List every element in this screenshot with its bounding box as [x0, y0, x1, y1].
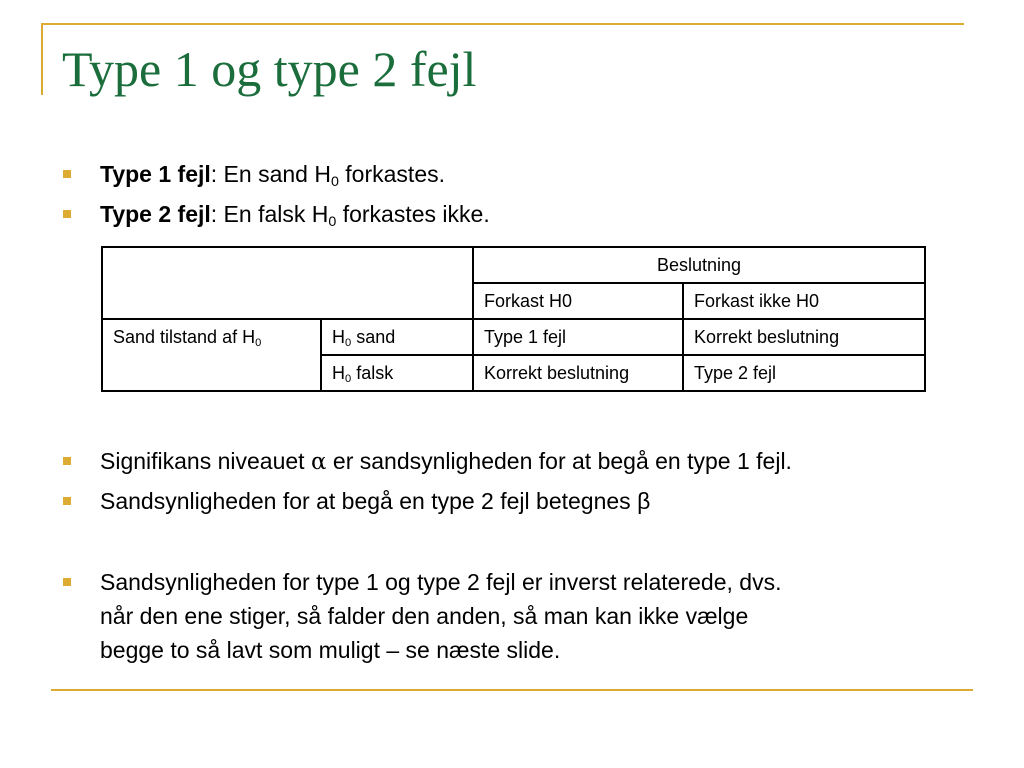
bullet-line: Sandsynligheden for type 1 og type 2 fejl er inverst relaterede, dvs. — [100, 569, 782, 595]
bullet-type1 — [100, 157, 445, 191]
table-cell: Korrekt beslutning — [473, 355, 683, 391]
subscript: 0 — [345, 336, 352, 349]
bullet-marker-icon — [63, 497, 71, 505]
bullet-text: : En falsk H — [210, 201, 329, 227]
table-row — [102, 319, 925, 355]
bullet-inverse-relation — [100, 565, 781, 667]
bullet-marker-icon — [63, 210, 71, 218]
bullet-text: Sandsynligheden for at begå en type 2 fejl betegnes β — [100, 488, 651, 514]
decision-table — [101, 246, 926, 392]
bullet-term: Type 1 fejl — [100, 161, 211, 187]
header-beslutning: Beslutning — [473, 247, 925, 283]
bullet-term: Type 2 fejl — [100, 201, 211, 227]
header-reject: Forkast H0 — [473, 283, 683, 319]
slide-title: Type 1 og type 2 fejl — [62, 41, 477, 97]
subscript: 0 — [255, 337, 262, 350]
bullet-marker-icon — [63, 457, 71, 465]
state-word: falsk — [351, 362, 394, 383]
bullet-significance — [100, 444, 792, 479]
bullet-marker-icon — [63, 578, 71, 586]
subscript: 0 — [328, 213, 337, 230]
row-group-text: Sand tilstand af H — [113, 327, 256, 347]
bullet-marker-icon — [63, 170, 71, 178]
bullet-text: Signifikans niveauet — [100, 448, 311, 474]
table-cell: Type 1 fejl — [473, 319, 683, 355]
state-text: H — [332, 326, 345, 347]
table-cell: Type 2 fejl — [683, 355, 925, 391]
state-cell — [321, 355, 473, 391]
bullet-beta — [100, 484, 650, 518]
row-group-label — [102, 319, 321, 391]
state-text: H — [332, 362, 345, 383]
bullet-text: forkastes ikke. — [336, 201, 490, 227]
bullet-text: er sandsynligheden for at begå en type 1 fejl. — [326, 448, 792, 474]
bottom-rule — [51, 689, 973, 691]
bullet-line: når den ene stiger, så falder den anden, så man kan ikke vælge — [100, 603, 749, 629]
bullet-line: begge to så lavt som muligt – se næste slide. — [100, 637, 561, 663]
empty-corner-cell — [102, 247, 473, 319]
state-cell — [321, 319, 473, 355]
table-row — [102, 247, 925, 283]
header-not-reject: Forkast ikke H0 — [683, 283, 925, 319]
left-rule — [41, 23, 43, 95]
state-word: sand — [351, 326, 396, 347]
bullet-text: : En sand H — [210, 161, 331, 187]
table-cell: Korrekt beslutning — [683, 319, 925, 355]
subscript: 0 — [330, 173, 339, 190]
bullet-type2 — [100, 197, 490, 231]
alpha-symbol: α — [310, 449, 327, 475]
bullet-text: forkastes. — [338, 161, 446, 187]
subscript: 0 — [345, 372, 352, 385]
top-rule — [41, 23, 964, 25]
